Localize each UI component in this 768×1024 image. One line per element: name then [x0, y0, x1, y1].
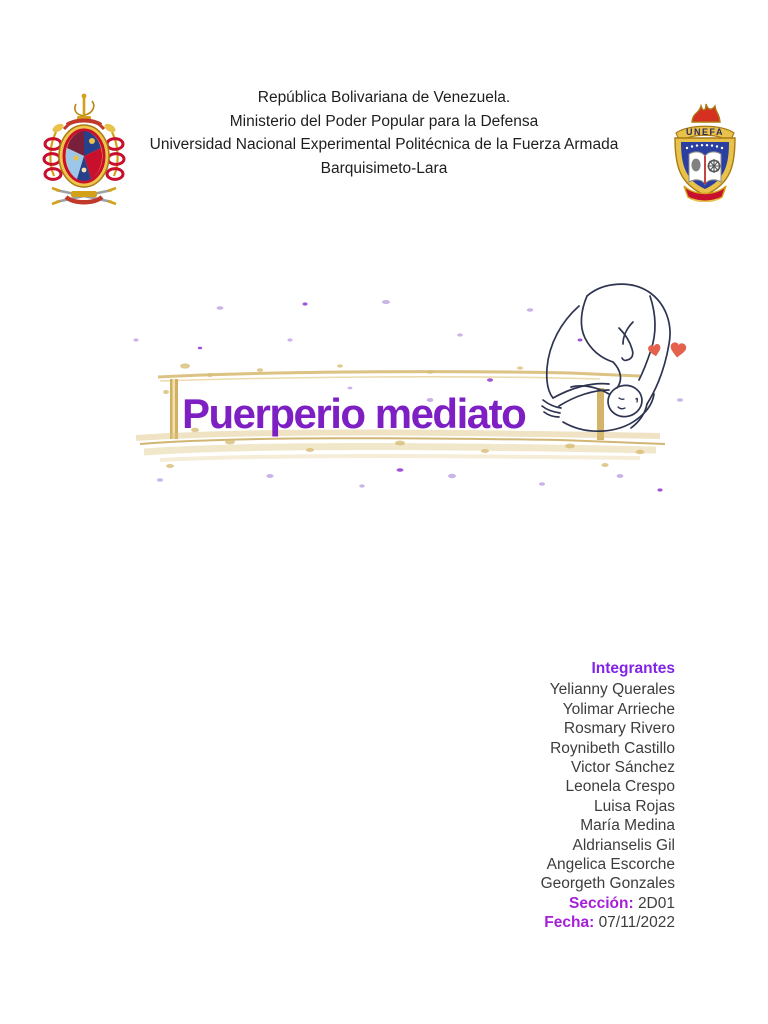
- date-row: [541, 913, 675, 932]
- member-name: Rosmary Rivero: [563, 720, 675, 738]
- section-value: 2D01: [637, 894, 675, 912]
- member-name: Leonela Crespo: [565, 778, 675, 796]
- member-name: Luisa Rojas: [594, 797, 675, 815]
- member-name: Georgeth Gonzales: [540, 875, 675, 893]
- page-title: Puerperio mediato: [182, 390, 526, 437]
- hearts-icon: [640, 336, 700, 368]
- section-label: Sección:: [569, 894, 634, 912]
- header-line-1: República Bolivariana de Venezuela.: [257, 89, 511, 106]
- title-banner: [100, 280, 712, 512]
- date-value: 07/11/2022: [598, 914, 675, 932]
- member-name: Yelianny Querales: [549, 681, 675, 699]
- member-name: Yolimar Arrieche: [562, 700, 675, 718]
- header-line-3: Universidad Nacional Experimental Politécnica de la Fuerza Armada: [149, 136, 619, 153]
- unefa-crest-logo-icon: [664, 102, 746, 202]
- member-name: Angelica Escorche: [546, 856, 675, 874]
- date-label: Fecha:: [544, 914, 595, 932]
- member-name: Aldrianselis Gil: [572, 836, 675, 854]
- member-name: María Medina: [580, 817, 675, 835]
- svg-text:UNEFA: UNEFA: [685, 127, 725, 137]
- member-name: Victor Sánchez: [571, 759, 675, 777]
- header-line-2: Ministerio del Poder Popular para la Defensa: [229, 112, 539, 130]
- section-row: [541, 894, 675, 913]
- team-heading: Integrantes: [591, 660, 675, 677]
- member-name: Roynibeth Castillo: [550, 739, 675, 757]
- header-line-4: Barquisimeto-Lara: [320, 159, 448, 177]
- army-crest-logo-icon: [40, 92, 128, 208]
- team-block: [541, 659, 675, 933]
